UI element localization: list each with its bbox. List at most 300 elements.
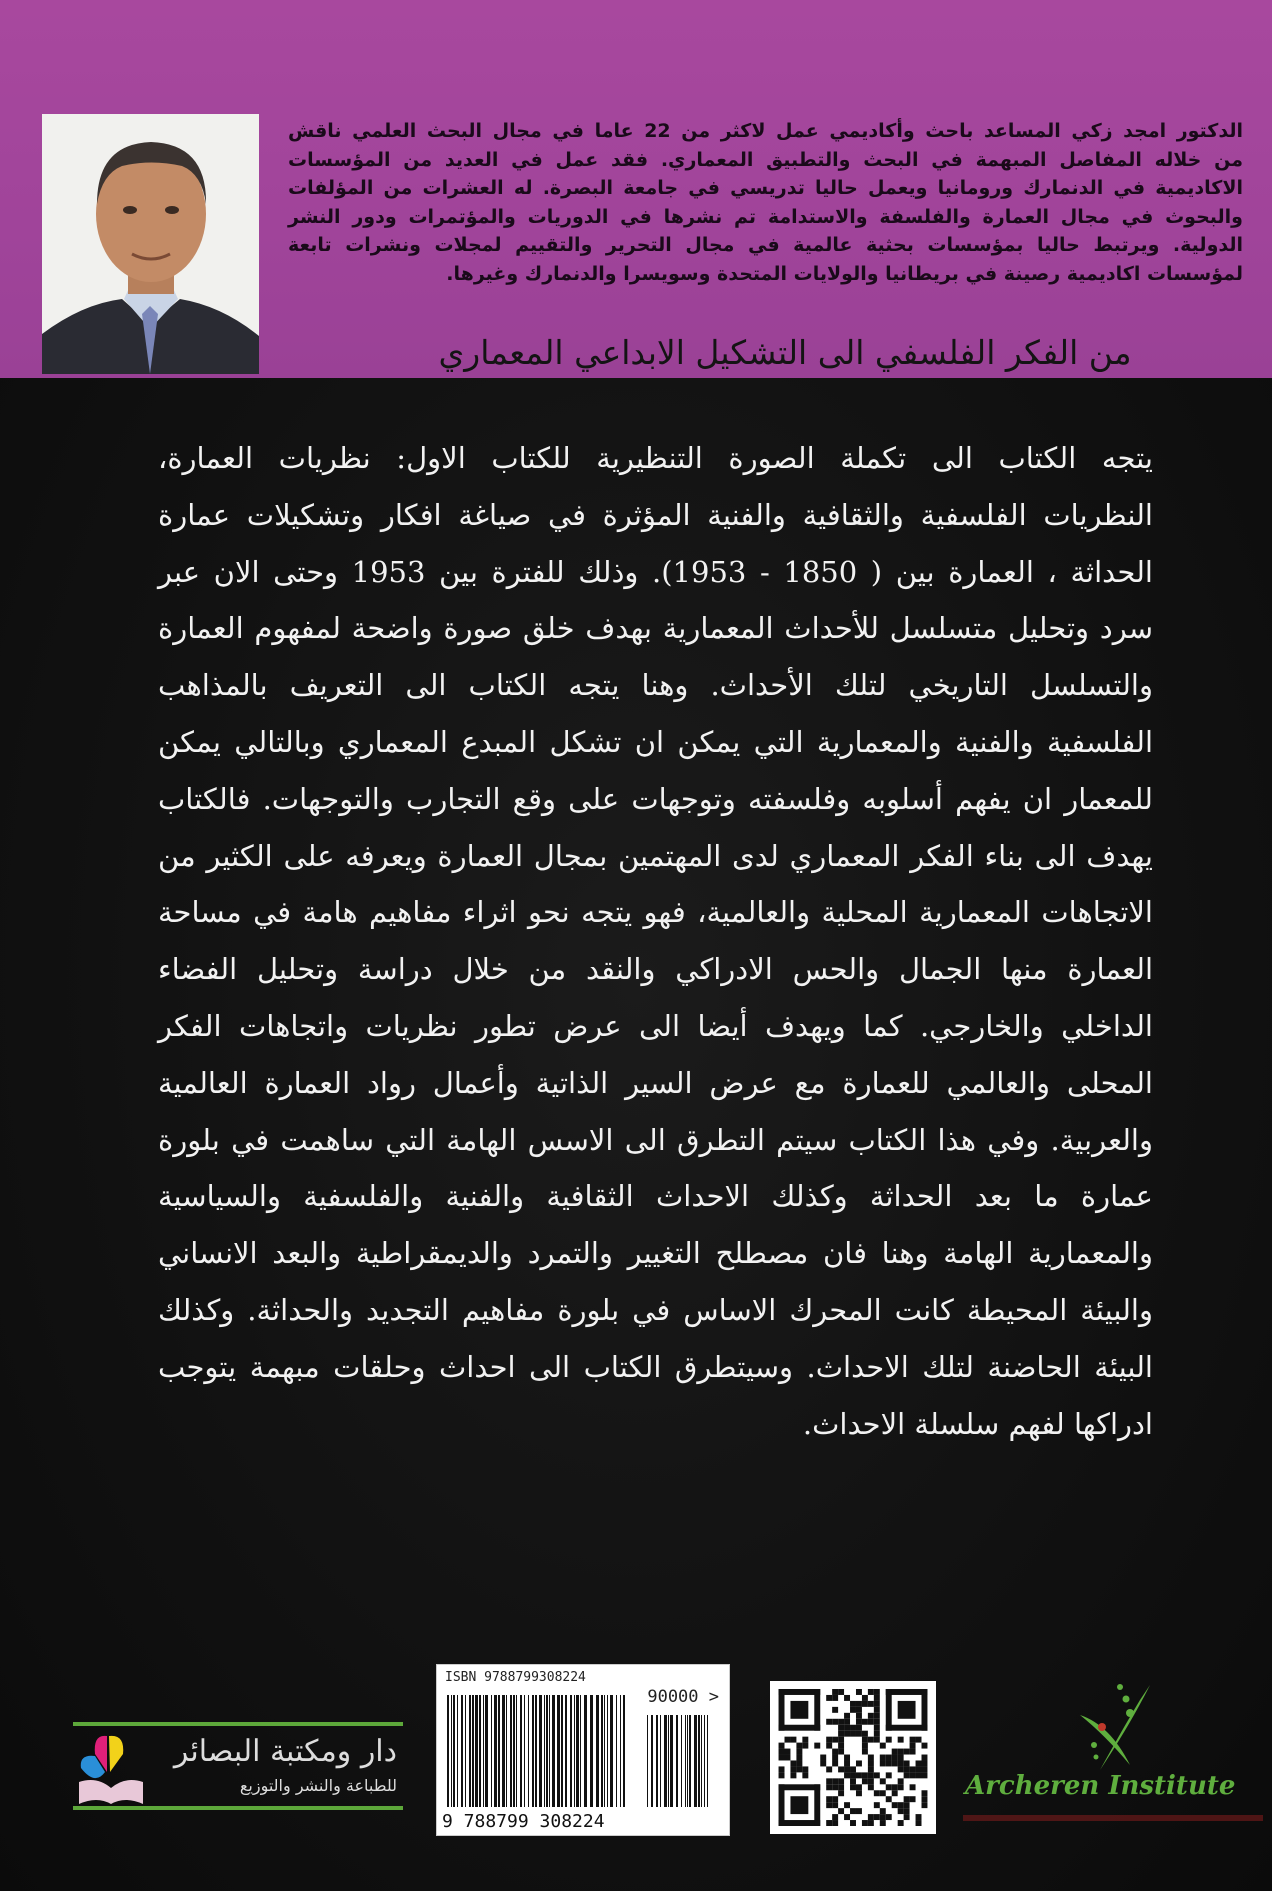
qr-module [850, 1778, 856, 1784]
qr-module [868, 1784, 874, 1790]
author-photo [42, 114, 259, 374]
qr-module [922, 1689, 928, 1731]
barcode-bar [701, 1715, 702, 1807]
qr-module [886, 1772, 892, 1778]
author-bio [288, 117, 1243, 288]
qr-module [868, 1701, 874, 1707]
qr-module [856, 1719, 862, 1725]
qr-module [832, 1707, 838, 1713]
barcode-bar [620, 1695, 621, 1807]
qr-code[interactable] [770, 1681, 936, 1834]
qr-module [838, 1790, 844, 1796]
qr-module [790, 1760, 796, 1766]
barcode-bar [604, 1695, 605, 1807]
qr-module [862, 1820, 868, 1826]
qr-module [880, 1820, 886, 1826]
qr-module [874, 1731, 880, 1737]
qr-module [880, 1755, 886, 1761]
qr-module [886, 1784, 892, 1790]
barcode-bar [469, 1695, 471, 1807]
barcode-bar [483, 1695, 484, 1807]
qr-module [886, 1814, 892, 1820]
qr-module [802, 1737, 808, 1743]
qr-module [850, 1820, 856, 1826]
book-description [158, 430, 1153, 1452]
barcode-bar [610, 1695, 613, 1807]
qr-module [844, 1772, 850, 1778]
qr-module [856, 1713, 862, 1719]
qr-module [844, 1725, 850, 1731]
qr-module [844, 1719, 850, 1725]
barcode-bar [694, 1715, 697, 1807]
qr-module [880, 1790, 886, 1796]
barcode-bar [472, 1695, 474, 1807]
qr-module [892, 1802, 898, 1808]
qr-module [904, 1772, 910, 1778]
description-line: والتسلسل التاريخي لتلك الأحداث. وهنا يتجه الكتاب الى التعريف بالمذاهب [158, 668, 1153, 703]
qr-module [850, 1784, 856, 1790]
isbn-label: ISBN 9788799308224 [445, 1670, 586, 1685]
barcode-bar [707, 1715, 708, 1807]
qr-module [916, 1760, 922, 1766]
description-line: ادراكها لفهم سلسلة الاحداث. [802, 1406, 1153, 1441]
qr-module [802, 1772, 808, 1778]
qr-module [832, 1760, 838, 1766]
barcode-bar [689, 1715, 691, 1807]
qr-module [826, 1719, 832, 1725]
qr-module [796, 1760, 802, 1766]
qr-module [862, 1749, 868, 1755]
qr-module [898, 1820, 904, 1826]
qr-module [850, 1766, 856, 1772]
barcode-bar [447, 1695, 449, 1807]
qr-module [826, 1778, 832, 1784]
author-name: الدكتور امجد زكي المساعد [983, 120, 1243, 142]
qr-module [874, 1701, 880, 1707]
barcode-bar [528, 1695, 529, 1807]
barcode-bar [580, 1695, 581, 1807]
qr-module [868, 1772, 874, 1778]
qr-module [844, 1695, 850, 1701]
qr-module [868, 1719, 874, 1725]
qr-module [904, 1760, 910, 1766]
qr-module [832, 1784, 838, 1790]
qr-module [898, 1802, 904, 1808]
qr-module [874, 1707, 880, 1713]
qr-module [844, 1713, 850, 1719]
barcode-bar [576, 1695, 579, 1807]
description-line: الداخلي والخارجي. كما ويهدف أيضا الى عرض تطور نظريات واتجاهات الفكر [158, 1008, 1153, 1043]
qr-module [850, 1701, 856, 1707]
qr-module [904, 1796, 910, 1802]
qr-module [779, 1725, 821, 1731]
barcode-bar [475, 1695, 478, 1807]
qr-module [856, 1689, 862, 1695]
barcode-bar [506, 1695, 507, 1807]
qr-module [814, 1689, 820, 1731]
qr-module [838, 1725, 844, 1731]
qr-module [880, 1814, 886, 1820]
qr-module [868, 1766, 874, 1772]
qr-module [779, 1784, 785, 1826]
qr-module [820, 1760, 826, 1766]
qr-module [874, 1814, 880, 1820]
qr-module [892, 1749, 898, 1755]
qr-code-pattern [778, 1689, 928, 1826]
description-line: عمارة ما بعد الحداثة وكذلك الاحداث الثقافية والفنية والفلسفية والسياسية [158, 1179, 1153, 1214]
qr-module [862, 1743, 868, 1749]
qr-module [862, 1719, 868, 1725]
qr-module [862, 1695, 868, 1701]
author-section [0, 0, 1272, 378]
qr-module [886, 1689, 892, 1731]
barcode-bar [549, 1695, 550, 1807]
qr-module [862, 1737, 868, 1743]
qr-module [785, 1755, 791, 1761]
barcode-bar [668, 1715, 669, 1807]
qr-module [790, 1766, 796, 1772]
qr-module [838, 1737, 844, 1743]
barcode-bar [664, 1715, 667, 1807]
qr-module [886, 1737, 892, 1743]
qr-module [862, 1778, 868, 1784]
qr-module [898, 1766, 904, 1772]
qr-module [850, 1808, 856, 1814]
description-line: والبيئة المحيطة كانت المحرك الاساس في بلورة مفاهيم التجديد والحداثة. وكذلك [158, 1292, 1153, 1327]
qr-module [862, 1701, 868, 1707]
qr-module [904, 1766, 910, 1772]
qr-module [898, 1755, 904, 1761]
qr-module [832, 1814, 838, 1820]
price-code: 90000 > [647, 1687, 719, 1707]
qr-module [862, 1731, 868, 1737]
qr-module [892, 1784, 898, 1790]
qr-module [898, 1737, 904, 1743]
barcode-bar [584, 1695, 587, 1807]
qr-module [910, 1796, 916, 1802]
qr-module [785, 1749, 791, 1755]
publisher-logo [73, 1722, 403, 1810]
barcode-digits: 9 788799 308224 [442, 1811, 605, 1832]
qr-module [790, 1701, 808, 1719]
qr-module [898, 1808, 904, 1814]
qr-module [910, 1737, 916, 1743]
qr-module [880, 1743, 886, 1749]
qr-module [844, 1814, 850, 1820]
qr-module [916, 1737, 922, 1743]
qr-module [922, 1766, 928, 1772]
qr-module [796, 1743, 802, 1749]
isbn-barcode [436, 1664, 730, 1836]
qr-module [922, 1755, 928, 1761]
qr-module [826, 1743, 832, 1749]
qr-module [868, 1737, 874, 1743]
barcode-bar [681, 1715, 682, 1807]
qr-module [785, 1737, 791, 1743]
barcode-bar [687, 1715, 688, 1807]
barcode-bar [491, 1695, 492, 1807]
qr-module [904, 1749, 910, 1755]
qr-module [856, 1731, 862, 1737]
barcode-bar [676, 1715, 678, 1807]
qr-module [826, 1820, 832, 1826]
qr-module [898, 1701, 916, 1719]
qr-module [826, 1766, 832, 1772]
qr-module [826, 1737, 832, 1743]
qr-module [826, 1796, 832, 1802]
qr-module [832, 1820, 838, 1826]
qr-module [868, 1760, 874, 1766]
publisher-name: دار ومكتبة البصائر [173, 1734, 397, 1769]
qr-module [868, 1713, 874, 1719]
qr-module [922, 1743, 928, 1749]
qr-module [874, 1790, 880, 1796]
qr-module [874, 1713, 880, 1719]
qr-module [838, 1743, 844, 1749]
qr-module [922, 1772, 928, 1778]
qr-module [898, 1778, 904, 1784]
barcode-bar [660, 1715, 661, 1807]
qr-module [838, 1749, 844, 1755]
qr-module [838, 1731, 844, 1737]
book-title: من الفكر الفلسفي الى التشكيل الابداعي المعماري [438, 333, 1132, 372]
barcode-bar [510, 1695, 512, 1807]
barcode-bar [590, 1695, 593, 1807]
description-line: يهدف الى بناء الفكر المعماري لدى المهتمين بمجال العمارة ويعرفه على الكثير من [158, 838, 1153, 873]
qr-module [874, 1719, 880, 1725]
qr-module [874, 1725, 880, 1731]
qr-module [868, 1820, 874, 1826]
qr-module [856, 1772, 862, 1778]
archeren-institute-logo [955, 1665, 1270, 1845]
description-line: البيئة الحاضنة لتلك الاحداث. وسيتطرق الكتاب الى احداث وحلقات مبهمة يتوجب [158, 1349, 1153, 1384]
qr-module [838, 1689, 844, 1695]
bio-line: والبحوث في مجال العمارة والفلسفة والاستدامة تم نشرها في الدوريات والمؤتمرات ودور النشر [288, 205, 1243, 228]
bio-line: لمؤسسات اكاديمية رصينة في بريطانيا والولايات المتحدة وسويسرا والدنمارك وغيرها. [446, 262, 1243, 285]
publisher-tagline: للطباعة والنشر والتوزيع [239, 1776, 397, 1795]
qr-module [874, 1802, 880, 1808]
qr-module [886, 1796, 892, 1802]
qr-module [832, 1695, 838, 1701]
barcode-bar [698, 1715, 700, 1807]
qr-module [874, 1772, 880, 1778]
barcode-bar [574, 1695, 575, 1807]
qr-module [838, 1784, 844, 1790]
qr-module [892, 1755, 898, 1761]
qr-module [898, 1784, 904, 1790]
qr-module [826, 1802, 832, 1808]
qr-module [856, 1808, 862, 1814]
qr-module [916, 1772, 922, 1778]
barcode-bar [451, 1695, 452, 1807]
qr-module [898, 1760, 904, 1766]
qr-module [850, 1772, 856, 1778]
qr-module [844, 1760, 850, 1766]
qr-module [880, 1808, 886, 1814]
qr-module [844, 1802, 850, 1808]
qr-module [802, 1766, 808, 1772]
barcode-bar [479, 1695, 481, 1807]
qr-module [796, 1766, 802, 1772]
barcode-bar [685, 1715, 686, 1807]
barcode-bar [465, 1695, 466, 1807]
qr-module [796, 1755, 802, 1761]
institute-emblem-icon [1060, 1675, 1170, 1775]
qr-module [856, 1701, 862, 1707]
barcode-bar [651, 1715, 653, 1807]
barcode-bar [513, 1695, 515, 1807]
qr-module [862, 1772, 868, 1778]
qr-module [874, 1695, 880, 1701]
qr-module [856, 1790, 862, 1796]
barcode-bar [546, 1695, 548, 1807]
qr-module [802, 1743, 808, 1749]
qr-module [892, 1760, 898, 1766]
description-line: الفلسفية والفنية والمعمارية التي يمكن ان تشكل المبدع المعماري وبالتالي يمكن [158, 724, 1153, 759]
qr-module [814, 1743, 820, 1749]
bio-line: الاكاديمية في الدنمارك ورومانيا ويعمل حاليا تدريسي في جامعة البصرة. له العشرات من المؤلفات [288, 177, 1243, 199]
qr-module [844, 1731, 850, 1737]
barcode-bar [656, 1715, 658, 1807]
description-line: المحلى والعالمي للعمارة مع عرض السير الذاتية وأعمال رواد العمارة العالمية [158, 1065, 1153, 1100]
qr-module [779, 1689, 821, 1695]
barcode-bar [457, 1695, 458, 1807]
barcode-bar [704, 1715, 705, 1807]
qr-module [838, 1778, 844, 1784]
qr-module [838, 1719, 844, 1725]
description-line: يتجه الكتاب الى تكملة الصورة التنظيرية للكتاب الاول: نظريات العمارة، [158, 441, 1153, 475]
qr-module [910, 1784, 916, 1790]
barcode-bar [570, 1695, 572, 1807]
qr-module [779, 1755, 785, 1761]
description-line: للمعمار ان يفهم أسلوبه وفلسفته وتوجهات على وقع التجارب والتوجهات. فالكتاب [158, 781, 1153, 816]
description-line: العمارة منها الجمال والحس الادراكي والنقد من خلال دراسة وتحليل الفضاء [158, 952, 1153, 987]
qr-module [922, 1802, 928, 1808]
qr-module [922, 1790, 928, 1796]
qr-module [779, 1743, 785, 1749]
qr-module [796, 1749, 802, 1755]
qr-module [898, 1749, 904, 1755]
qr-module [832, 1749, 838, 1755]
qr-module [886, 1725, 928, 1731]
barcode-bar [596, 1695, 599, 1807]
qr-module [922, 1760, 928, 1766]
qr-module [868, 1755, 874, 1761]
qr-module [779, 1772, 785, 1778]
qr-module [856, 1707, 862, 1713]
barcode-bar [516, 1695, 517, 1807]
qr-module [779, 1689, 785, 1731]
qr-module [826, 1695, 832, 1701]
barcode-bar [453, 1695, 455, 1807]
barcode-bar [623, 1695, 625, 1807]
description-line: الاتجاهات المعمارية المحلية والعالمية، فهو يتجه نحو اثراء مفاهيم هامة في مساحة [158, 895, 1153, 930]
qr-module [880, 1778, 886, 1784]
barcode-bar [561, 1695, 563, 1807]
qr-module [886, 1760, 892, 1766]
description-line: والمعمارية الهامة وهنا فان مصطلح التغيير والتمرد والديمقراطية والبعد الانساني [158, 1236, 1153, 1271]
qr-module [832, 1755, 838, 1761]
qr-module [790, 1772, 796, 1778]
qr-module [910, 1749, 916, 1755]
barcode-bar [485, 1695, 488, 1807]
qr-module [779, 1749, 785, 1755]
qr-module [844, 1766, 850, 1772]
qr-module [779, 1766, 785, 1772]
barcode-bar [552, 1695, 555, 1807]
qr-module [886, 1755, 892, 1761]
qr-module [916, 1820, 922, 1826]
description-line: الحداثة ، العمارة بين ( 1850 - 1953). وذلك للفترة بين 1953 وحتى الان عبر [158, 554, 1153, 589]
qr-module [850, 1725, 856, 1731]
qr-module [838, 1808, 844, 1814]
bio-line: الدكتور امجد زكي المساعد باحث وأكاديمي عمل لاكثر من 22 عاما في مجال البحث العلمي ناقش [288, 120, 1243, 142]
barcode-bar [544, 1695, 545, 1807]
qr-module [874, 1737, 880, 1743]
barcode-bar [520, 1695, 522, 1807]
qr-module [832, 1796, 838, 1802]
qr-module [892, 1790, 898, 1796]
barcode-bar [494, 1695, 497, 1807]
qr-module [868, 1689, 874, 1695]
qr-module [880, 1760, 886, 1766]
qr-module [886, 1689, 928, 1695]
qr-module [832, 1737, 838, 1743]
qr-module [868, 1814, 874, 1820]
qr-module [850, 1707, 856, 1713]
barcode-bar [498, 1695, 500, 1807]
qr-module [832, 1778, 838, 1784]
qr-module [868, 1778, 874, 1784]
qr-module [874, 1689, 880, 1695]
qr-module [790, 1737, 796, 1743]
barcode-bar [647, 1715, 648, 1807]
qr-module [904, 1802, 910, 1808]
institute-tagline-strip [963, 1815, 1263, 1821]
qr-module [790, 1796, 808, 1814]
barcode-bar [535, 1695, 537, 1807]
qr-module [779, 1820, 821, 1826]
barcode-bar [670, 1715, 673, 1807]
qr-module [820, 1755, 826, 1761]
description-line: سرد وتحليل متسلسل للأحداث المعمارية بهدف خلق صورة واضحة لمفهوم العمارة [158, 611, 1153, 646]
barcode-bar [601, 1695, 603, 1807]
barcode-bar [532, 1695, 534, 1807]
barcode-bar [565, 1695, 567, 1807]
publisher-emblem-icon [77, 1732, 147, 1808]
qr-module [922, 1796, 928, 1802]
qr-module [910, 1743, 916, 1749]
qr-module [814, 1784, 820, 1826]
barcode-bars [447, 1687, 722, 1812]
qr-module [856, 1725, 862, 1731]
barcode-bar [607, 1695, 608, 1807]
qr-module [779, 1784, 821, 1790]
barcode-bar [502, 1695, 505, 1807]
qr-module [826, 1784, 832, 1790]
qr-module [838, 1766, 844, 1772]
qr-module [832, 1802, 838, 1808]
barcode-bar [524, 1695, 525, 1807]
qr-module [832, 1689, 838, 1695]
qr-module [856, 1784, 862, 1790]
description-line: النظريات الفلسفية والثقافية والفنية المؤثرة في صياغة افكار وتشكيلات عمارة [158, 497, 1153, 532]
qr-module [904, 1814, 910, 1820]
qr-module [910, 1772, 916, 1778]
description-line: والعربية. وفي هذا الكتاب سيتم التطرق الى الاسس الهامة التي ساهمت في بلورة [158, 1122, 1153, 1157]
bio-line: من خلاله المفاصل المبهمة في البحث والتطبيق المعماري. فقد عمل في العديد من المؤسسات [288, 148, 1243, 171]
qr-module [856, 1760, 862, 1766]
